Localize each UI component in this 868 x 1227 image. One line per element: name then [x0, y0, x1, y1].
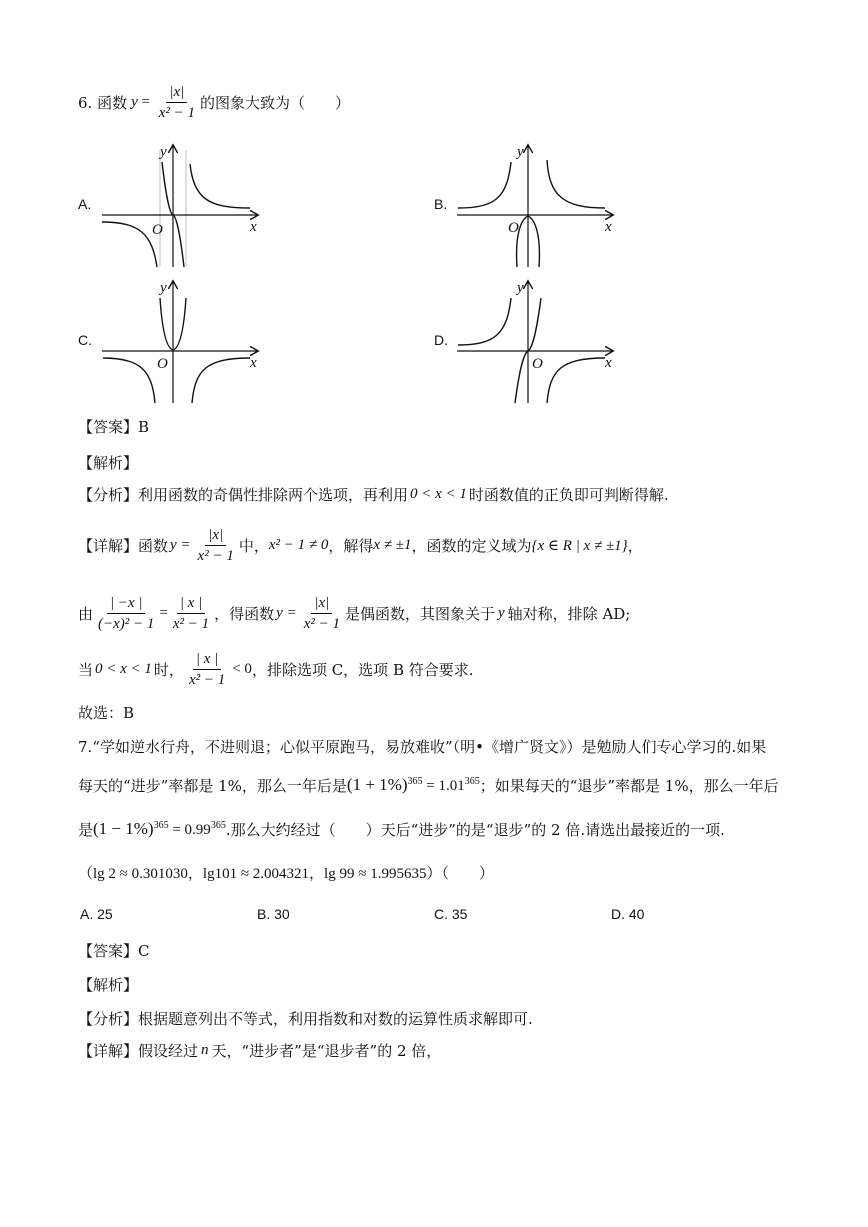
- q6-when-lt: < 0: [232, 660, 252, 677]
- q6-by-tail1: 是偶函数，其图象关于: [344, 604, 495, 623]
- q6-by-frac2: [170, 594, 212, 633]
- q6-by-frac1: [95, 594, 157, 633]
- q7-line3: [78, 812, 725, 846]
- q7-line3-suffix: .那么大约经过（ ）天后“进步”的是“退步”的 2 倍.请选出最接近的一项.: [225, 820, 725, 839]
- graph-b-x-label: x: [605, 219, 612, 235]
- q7-line2-exp2: 365: [464, 776, 480, 787]
- q7-line2: [78, 768, 779, 802]
- q6-detail-cond: x² − 1 ≠ 0: [268, 536, 329, 553]
- q7-choice-d: D. 40: [611, 906, 645, 922]
- graph-d-y-label: y: [517, 280, 524, 296]
- graph-c-curve-left: [103, 358, 155, 403]
- q6-y: y: [131, 93, 138, 110]
- q6-analysis-suffix: 时函数值的正负即可判断得解.: [468, 486, 669, 504]
- graph-d-origin: O: [532, 356, 543, 372]
- q6-by: [78, 590, 630, 636]
- graph-a: [100, 142, 270, 272]
- graph-a-curve-left: [102, 222, 157, 267]
- q6-detail-mid3: ，函数的定义域为: [411, 536, 532, 555]
- q7-line3-prefix: 是: [78, 820, 94, 839]
- q6-by-num1: | −x |: [107, 594, 146, 614]
- q6-analysis-ineq: 0 < x < 1: [410, 486, 467, 502]
- q6-equals: =: [137, 93, 154, 110]
- q6-detail-domain: {x ∈ R | x ≠ ±1}: [531, 537, 628, 554]
- q6-by-den2: x² − 1: [172, 615, 210, 632]
- q7-line3-math: [93, 819, 226, 839]
- q6-when-ineq: 0 < x < 1: [95, 660, 152, 677]
- q6-detail-mid1: 中，: [238, 536, 269, 555]
- graph-a-x-label: x: [250, 219, 257, 235]
- q6-by-den3: x² − 1: [303, 615, 340, 632]
- q6-stem: [78, 80, 350, 124]
- graph-d-x-label: x: [605, 355, 612, 371]
- graph-c-x-label: x: [250, 355, 257, 371]
- graph-d: [455, 278, 625, 408]
- q6-when-tail: ，排除选项 C，选项 B 符合要求.: [251, 660, 474, 679]
- q6-analysis-prefix: 【分析】利用函数的奇偶性排除两个选项，再利用: [78, 486, 409, 504]
- q6-numerator: |x|: [166, 83, 187, 103]
- q7-line3-exp2: 365: [210, 820, 226, 831]
- q6-detail-num: |x|: [205, 526, 226, 546]
- q7-analysis: 【分析】根据题意列出不等式，利用指数和对数的运算性质求解即可.: [78, 1010, 533, 1028]
- q7-answer: 【答案】C: [78, 942, 150, 960]
- graph-b-label: B.: [434, 196, 448, 212]
- q6-by-den1: (−x)² − 1: [98, 615, 155, 632]
- q7-line2-eq: = 1.01: [422, 778, 465, 794]
- q6-number: 6. 函数: [78, 93, 128, 112]
- q6-choose: 故选：B: [78, 704, 135, 722]
- q7-choice-a: A. 25: [80, 906, 113, 922]
- q6-when: [78, 646, 474, 692]
- q7-detail-n: n: [201, 1042, 209, 1058]
- q6-when-den: x² − 1: [188, 671, 226, 688]
- q7-line4: （lg 2 ≈ 0.301030，lg101 ≈ 2.004321，lg 99 ≈ 1.995635）（ ）: [78, 866, 494, 882]
- q6-analysis: [78, 484, 669, 505]
- q6-answer: 【答案】B: [78, 418, 150, 436]
- q7-line3-base: (1 − 1%): [93, 819, 154, 838]
- graph-a-curve-right: [190, 164, 250, 208]
- graph-b-y-label: y: [517, 144, 524, 160]
- q6-detail: [78, 522, 643, 568]
- q6-detail-mid2: ，解得: [328, 536, 374, 555]
- q6-detail-end: ，: [627, 536, 643, 555]
- graph-a-y-label: y: [160, 144, 167, 160]
- graph-b-curve-right: [547, 160, 605, 208]
- graph-c-curve-right: [192, 358, 250, 403]
- q6-detail-sol: x ≠ ±1: [373, 536, 412, 553]
- q6-detail-y: y =: [170, 536, 191, 553]
- q6-detail-den: x² − 1: [197, 547, 234, 564]
- graph-b-curve-left: [458, 162, 511, 208]
- q6-fraction: [156, 83, 198, 122]
- q6-detail-prefix: 【详解】函数: [78, 536, 169, 555]
- q7-line1: 7.“学如逆水行舟，不进则退；心似平原跑马，易放难收”（明•《增广贤文》）是勉励人们专心学习的.如果: [78, 738, 767, 756]
- q6-when-num: | x |: [193, 650, 221, 670]
- graph-c-y-label: y: [160, 280, 167, 296]
- graph-c-origin: O: [157, 356, 168, 372]
- q7-line2-exp: 365: [407, 776, 423, 787]
- q6-by-frac3: [301, 594, 343, 633]
- q6-by-mid: ，得函数: [214, 604, 275, 623]
- q7-line2-prefix: 每天的“进步”率都是 1%，那么一年后是: [78, 776, 347, 795]
- q6-by-num3: |x|: [311, 594, 332, 614]
- graph-a-label: A.: [78, 196, 92, 212]
- q7-choice-b: B. 30: [257, 906, 290, 922]
- q6-when-frac: [186, 650, 228, 689]
- q6-tail: 的图象大致为（ ）: [200, 93, 351, 112]
- q7-line2-base: (1 + 1%): [346, 775, 408, 794]
- q6-by-label: 由: [78, 604, 94, 623]
- q7-detail-prefix: 【详解】假设经过: [78, 1042, 199, 1060]
- q6-by-yaxis: y: [498, 604, 505, 621]
- graph-d-curve-left: [458, 298, 511, 345]
- graph-d-curve-right: [547, 358, 605, 403]
- q6-when-label: 当: [78, 660, 94, 679]
- graph-c: [100, 278, 270, 408]
- q7-analysis-title: 【解析】: [78, 976, 139, 994]
- q7-detail-suffix: 天，“进步者”是“退步者”的 2 倍，: [211, 1042, 442, 1060]
- q7-detail: [78, 1040, 441, 1061]
- graph-a-origin: O: [152, 222, 163, 238]
- q7-line3-exp: 365: [153, 820, 169, 831]
- q6-detail-fraction: [195, 526, 237, 565]
- q7-line3-eq: = 0.99: [168, 822, 211, 838]
- graph-b: [455, 142, 625, 272]
- graph-c-label: C.: [78, 332, 92, 348]
- q6-when-mid: 时，: [153, 660, 184, 679]
- q6-analysis-title: 【解析】: [78, 454, 139, 472]
- graph-b-origin: O: [508, 220, 519, 236]
- q6-by-eq: =: [159, 604, 168, 621]
- q6-denominator: x² − 1: [158, 104, 196, 121]
- q7-line2-math: [347, 775, 480, 795]
- q7-choice-c: C. 35: [434, 906, 468, 922]
- q6-by-tail2: 轴对称，排除 AD;: [507, 604, 631, 623]
- q7-line2-suffix: ；如果每天的“退步”率都是 1%，那么一年后: [479, 776, 779, 795]
- graph-d-label: D.: [434, 332, 448, 348]
- q6-by-num2: | x |: [177, 594, 205, 614]
- q6-by-y: y =: [276, 604, 297, 621]
